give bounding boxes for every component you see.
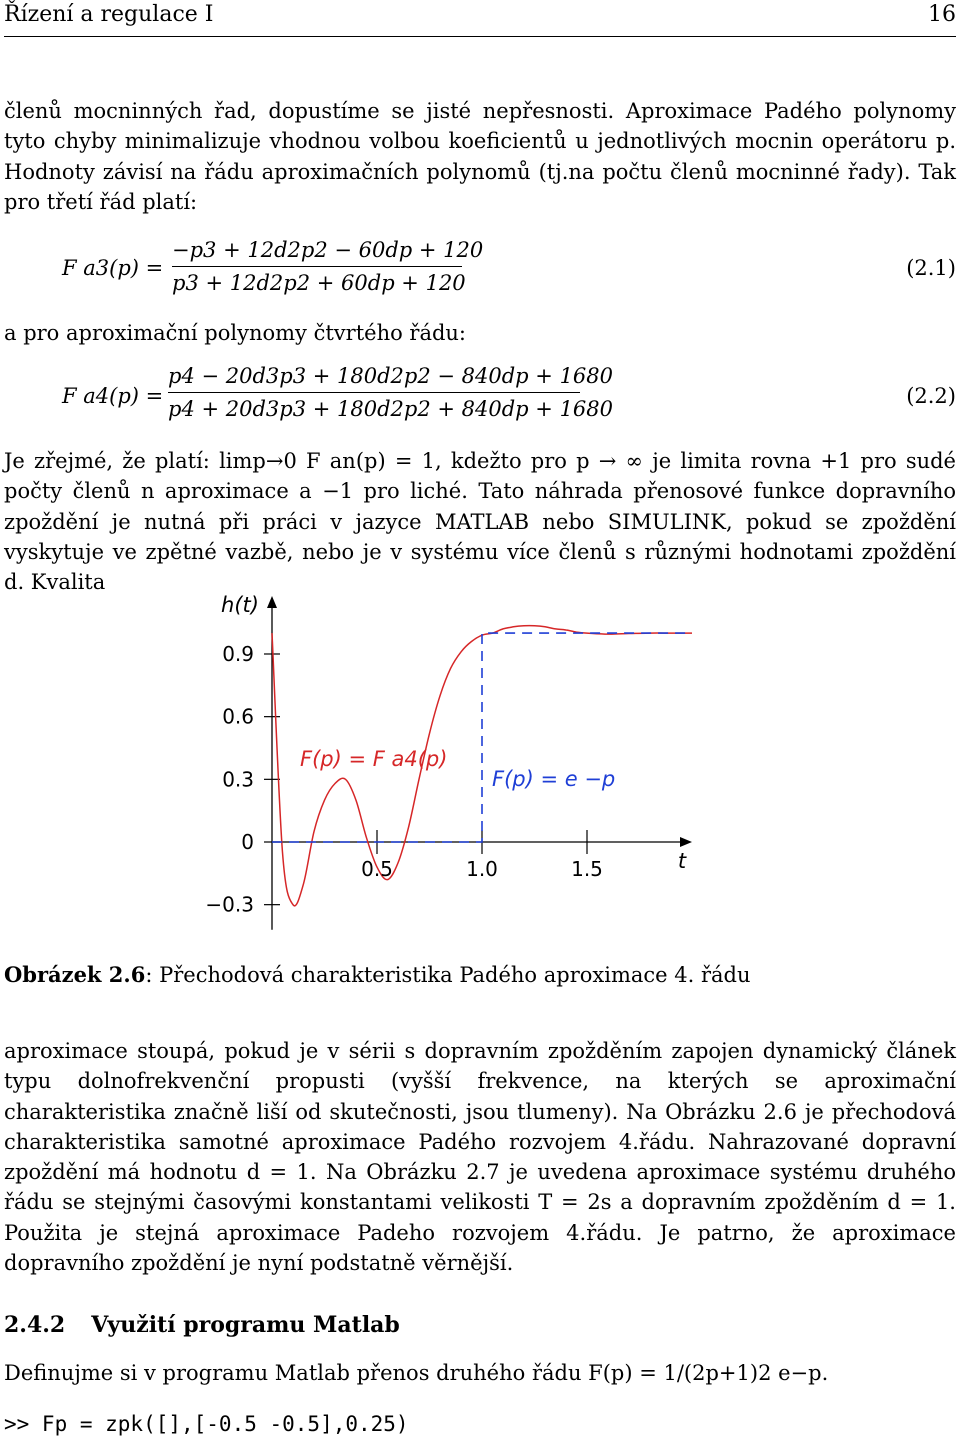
header-title: Řízení a regulace I xyxy=(4,2,214,27)
series-delay-step xyxy=(272,633,692,842)
step-response-chart xyxy=(196,586,716,946)
eq2-number: (2.2) xyxy=(906,384,956,408)
y-tick-label: 0.6 xyxy=(222,704,254,729)
eq2-numerator: p4 − 20d3p3 + 180d2p2 − 840dp + 1680 xyxy=(168,364,614,388)
eq1-numerator: −p3 + 12d2p2 − 60dp + 120 xyxy=(172,238,484,262)
eq2-denominator: p4 + 20d3p3 + 180d2p2 + 840dp + 1680 xyxy=(168,397,614,422)
eq1-lhs: F a3(p) = xyxy=(62,256,164,280)
y-axis-arrow xyxy=(267,596,277,608)
x-axis-label: t xyxy=(677,849,687,873)
code-line: >> Fp = zpk([],[-0.5 -0.5],0.25) xyxy=(4,1412,409,1436)
annotation-pade: F(p) = F a4(p) xyxy=(300,747,448,771)
paragraph-intro: členů mocninných řad, dopustíme se jisté nepřesnosti. Aproximace Padého polynomy tyto chyby minimalizuje vhodnou volbou koeficientů u jednotlivých mocnin operátoru p. Hodnoty závisí na řádu aproximačních polynomů (tj.na počtu členů mocninné řady). Tak pro třetí řád platí: xyxy=(4,99,956,214)
section-title: Využití programu Matlab xyxy=(91,1312,400,1338)
section-number: 2.4.2 xyxy=(4,1312,66,1338)
equation-2-1 xyxy=(4,238,956,304)
running-header xyxy=(4,2,956,30)
eq2-fraction xyxy=(168,364,614,422)
paragraph-limits: Je zřejmé, že platí: limp→0 F an(p) = 1, kdežto pro p → ∞ je limita rovna +1 pro sudé počty členů n aproximace a −1 pro liché. Tato náhrada přenosové funkce dopravního zpoždění je nutná při práci v jazyce MATLAB nebo SIMULINK, pokud se zpoždění vyskytuje ve zpětné vazbě, nebo je v systému více členů s různými hodnotami zpoždění d. Kvalita xyxy=(4,449,956,595)
x-tick-label: 1.0 xyxy=(466,857,498,881)
x-axis-arrow xyxy=(680,837,692,847)
x-tick-label: 1.5 xyxy=(571,857,603,881)
y-tick-label: 0.9 xyxy=(222,641,254,666)
figure-caption-text: : Přechodová charakteristika Padého aproximace 4. řádu xyxy=(145,963,751,987)
paragraph-quality: aproximace stoupá, pokud je v sérii s dopravním zpožděním zapojen dynamický článek typu dolnofrekvenční propusti (vyšší frekvence, na kterých se aproximační charakteristika značně liší od skutečnosti, jsou tlumeny). Na Obrázku 2.6 je přechodová charakteristika samotné aproximace Padého rozvojem 4.řádu. Nahrazované dopravní zpoždění má hodnotu d = 1. Na Obrázku 2.7 je uvedena aproximace systému druhého řádu se stejnými časovými konstantami velikosti T = 2s a dopravním zpožděním d = 1. Použita je stejná aproximace Padeho rozvojem 4.řádu. Je patrno, že aproximace dopravního zpoždění je nyní podstatně věrnější. xyxy=(4,1039,956,1276)
page-number: 16 xyxy=(928,2,956,27)
annotation-delay: F(p) = e −p xyxy=(492,767,616,791)
y-tick-label: −0.3 xyxy=(205,892,254,917)
equation-2-2 xyxy=(4,364,956,430)
x-tick-label: 0.5 xyxy=(361,857,393,881)
eq2-fraction-bar xyxy=(168,392,580,393)
figure-caption xyxy=(4,962,751,987)
eq1-denominator: p3 + 12d2p2 + 60dp + 120 xyxy=(172,271,466,296)
section-heading xyxy=(4,1312,400,1338)
eq1-fraction xyxy=(172,238,484,296)
header-rule xyxy=(4,36,956,37)
y-tick-label: 0.3 xyxy=(222,767,254,792)
figure-label: Obrázek 2.6 xyxy=(4,962,146,987)
paragraph-fourth-order: a pro aproximační polynomy čtvrtého řádu: xyxy=(4,321,467,345)
eq1-number: (2.1) xyxy=(906,256,956,280)
eq2-lhs: F a4(p) = xyxy=(62,384,164,408)
eq1-fraction-bar xyxy=(172,266,462,267)
paragraph-matlab: Definujme si v programu Matlab přenos druhého řádu F(p) = 1/(2p+1)2 e−p. xyxy=(4,1361,829,1385)
y-axis-label: h(t) xyxy=(221,593,259,617)
y-tick-label: 0 xyxy=(241,830,254,854)
